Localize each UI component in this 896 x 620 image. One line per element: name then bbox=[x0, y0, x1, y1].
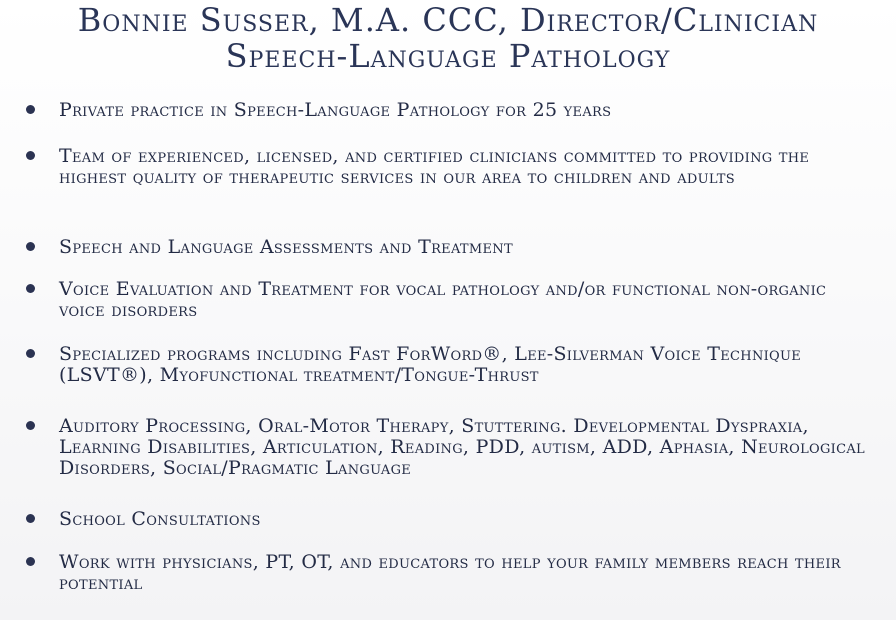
bullet-dot-icon bbox=[26, 514, 35, 523]
slide-title bbox=[0, 2, 896, 74]
bullet-text: Auditory Processing, Oral-Motor Therapy, Stuttering. Developmental Dyspraxia, Learning Disabilities, Articulation, Reading, PDD, autism, ADD, Aphasia, Neurological Disorders, Social/Pragmatic Language bbox=[59, 415, 865, 479]
bullet-text: School Consultations bbox=[59, 508, 261, 530]
bullet-dot-icon bbox=[26, 151, 35, 160]
bullet-dot-icon bbox=[26, 349, 35, 358]
bullet-text: Speech and Language Assessments and Treatment bbox=[59, 236, 513, 258]
title-line-2: Speech-Language Pathology bbox=[225, 37, 671, 75]
bullet-dot-icon bbox=[26, 284, 35, 293]
bullet-dot-icon bbox=[26, 421, 35, 430]
bullet-text: Specialized programs including Fast ForWord®, Lee-Silverman Voice Technique (LSVT®), Myofunctional treatment/Tongue-Thrust bbox=[59, 343, 802, 386]
bullet-text: Private practice in Speech-Language Pathology for 25 years bbox=[59, 99, 612, 121]
bullet-dot-icon bbox=[26, 557, 35, 566]
bullet-text: Work with physicians, PT, OT, and educators to help your family members reach their potential bbox=[59, 551, 841, 594]
bullet-dot-icon bbox=[26, 105, 35, 114]
bullet-text: Voice Evaluation and Treatment for vocal pathology and/or functional non-organic voice disorders bbox=[59, 278, 827, 321]
bullet-dot-icon bbox=[26, 242, 35, 251]
bullet-text: Team of experienced, licensed, and certified clinicians committed to providing the highest quality of therapeutic services in our area to children and adults bbox=[59, 145, 810, 188]
title-line-1: Bonnie Susser, M.A. CCC, Director/Clinician bbox=[77, 1, 819, 39]
